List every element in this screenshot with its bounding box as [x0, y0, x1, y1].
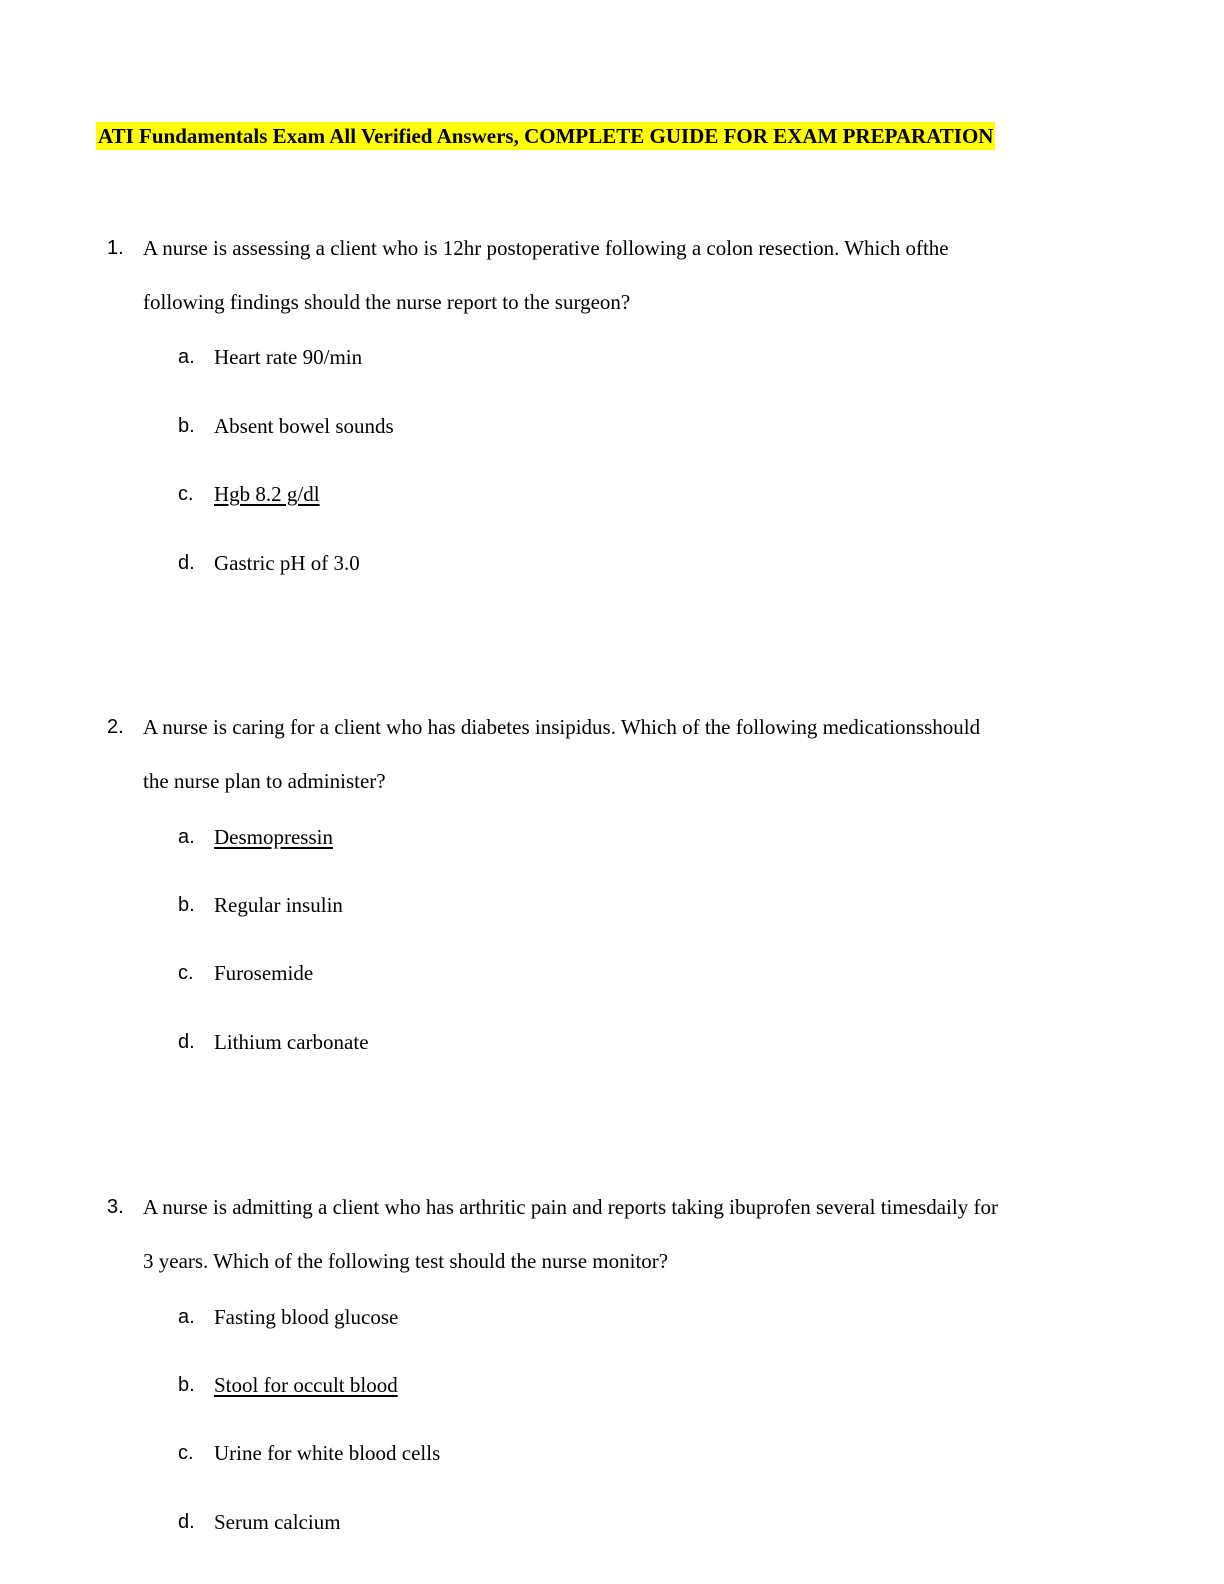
- answer-option-d: [0, 548, 1224, 578]
- question-stem-line-1: A nurse is assessing a client who is 12hr postoperative following a colon resection. Which ofthe: [143, 236, 949, 260]
- option-text: Absent bowel sounds: [214, 414, 394, 438]
- option-text: Lithium carbonate: [214, 1030, 369, 1054]
- document-title: ATI Fundamentals Exam All Verified Answers, COMPLETE GUIDE FOR EXAM PREPARATION: [98, 124, 994, 148]
- option-letter: a.: [178, 1306, 195, 1328]
- answer-option-b: [0, 1370, 1224, 1400]
- correct-answer-text: Hgb 8.2 g/dl: [214, 482, 320, 506]
- answer-option-c: [0, 958, 1224, 988]
- option-text: Fasting blood glucose: [214, 1305, 399, 1329]
- option-text: Furosemide: [214, 961, 314, 985]
- option-letter: d.: [178, 1511, 195, 1533]
- option-letter: c.: [178, 1442, 194, 1464]
- question-number: 2.: [107, 716, 124, 738]
- option-letter: d.: [178, 552, 195, 574]
- answer-option-b: [0, 890, 1224, 920]
- answer-option-d: [0, 1027, 1224, 1057]
- option-letter: c.: [178, 483, 194, 505]
- option-text: Gastric pH of 3.0: [214, 551, 360, 575]
- question-stem-line-1: A nurse is caring for a client who has diabetes insipidus. Which of the following medicationsshould: [143, 715, 981, 739]
- option-letter: c.: [178, 962, 194, 984]
- option-letter: d.: [178, 1031, 195, 1053]
- answer-option-a: [0, 1302, 1224, 1332]
- question-number: 3.: [107, 1196, 124, 1218]
- answer-option-a: [0, 342, 1224, 372]
- question-stem-line-2: 3 years. Which of the following test should the nurse monitor?: [143, 1249, 669, 1273]
- option-letter: a.: [178, 826, 195, 848]
- option-text: Regular insulin: [214, 893, 343, 917]
- option-text: Serum calcium: [214, 1510, 341, 1534]
- correct-answer-text: Stool for occult blood: [214, 1373, 398, 1397]
- correct-answer-text: Desmopressin: [214, 825, 333, 849]
- answer-option-d: [0, 1507, 1224, 1537]
- question-stem-line-2: the nurse plan to administer?: [143, 769, 386, 793]
- option-text: Heart rate 90/min: [214, 345, 363, 369]
- option-letter: b.: [178, 415, 195, 437]
- question-stem-line-2: following findings should the nurse report to the surgeon?: [143, 290, 631, 314]
- question-stem-line-1: A nurse is admitting a client who has arthritic pain and reports taking ibuprofen several timesdaily for: [143, 1195, 998, 1219]
- answer-option-a: [0, 822, 1224, 852]
- answer-option-c: [0, 1438, 1224, 1468]
- question-number: 1.: [107, 237, 124, 259]
- option-letter: b.: [178, 1374, 195, 1396]
- option-letter: a.: [178, 346, 195, 368]
- option-letter: b.: [178, 894, 195, 916]
- answer-option-b: [0, 411, 1224, 441]
- answer-option-c: [0, 479, 1224, 509]
- option-text: Urine for white blood cells: [214, 1441, 441, 1465]
